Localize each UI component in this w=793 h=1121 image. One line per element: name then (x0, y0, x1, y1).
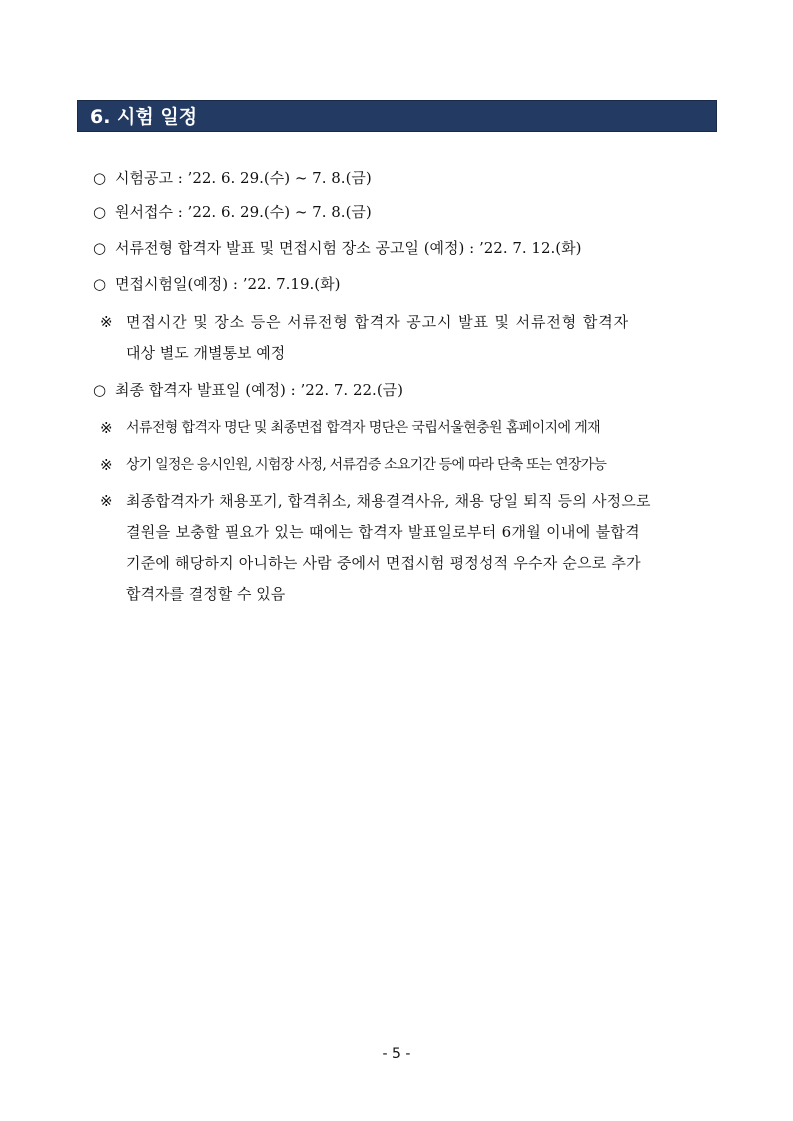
schedule-text: 면접시험일(예정) : ’22. 7.19.(화) (115, 275, 341, 293)
note-schedule-change (100, 450, 720, 481)
note-line: 서류전형 합격자 명단 및 최종면접 합격자 명단은 국립서울현충원 홈페이지에 게재 (126, 420, 601, 436)
schedule-item-document-result (93, 238, 581, 258)
note-line: 최종합격자가 채용포기, 합격취소, 채용결격사유, 채용 당일 퇴직 등의 사정으로 (126, 492, 651, 510)
note-line: 합격자를 결정할 수 있음 (126, 585, 286, 603)
note-line: 면접시간 및 장소 등은 서류전형 합격자 공고시 발표 및 서류전형 합격자 (126, 313, 629, 331)
note-interview-info (100, 307, 720, 369)
schedule-text: 서류전형 합격자 발표 및 면접시험 장소 공고일 (예정) : ’22. 7. 12.(화) (115, 239, 582, 257)
schedule-text: 시험공고 : ’22. 6. 29.(수) ~ 7. 8.(금) (115, 169, 372, 187)
reference-mark-icon: ※ (100, 492, 113, 510)
schedule-text: 최종 합격자 발표일 (예정) : ’22. 7. 22.(금) (115, 381, 404, 399)
schedule-item-final (93, 380, 403, 400)
circle-bullet-icon: ○ (93, 239, 107, 257)
section-title: 6. 시험 일정 (77, 100, 717, 132)
note-additional-pass (100, 486, 720, 610)
note-line: 결원을 보충할 필요가 있는 때에는 합격자 발표일로부터 6개월 이내에 불합격 (126, 523, 640, 541)
note-line: 상기 일정은 응시인원, 시험장 사정, 서류검증 소요기간 등에 따라 단축 또는 연장가능 (126, 457, 607, 473)
page-number: - 5 - (382, 1046, 411, 1062)
reference-mark-icon: ※ (100, 313, 113, 331)
note-line: 대상 별도 개별통보 예정 (126, 344, 286, 362)
reference-mark-icon: ※ (100, 419, 113, 437)
circle-bullet-icon: ○ (93, 203, 107, 221)
schedule-item-interview (93, 274, 340, 294)
circle-bullet-icon: ○ (93, 169, 107, 187)
schedule-item-application (93, 202, 372, 222)
schedule-item-announcement (93, 168, 372, 188)
schedule-text: 원서접수 : ’22. 6. 29.(수) ~ 7. 8.(금) (115, 203, 372, 221)
reference-mark-icon: ※ (100, 456, 113, 474)
circle-bullet-icon: ○ (93, 275, 107, 293)
note-line: 기준에 해당하지 아니하는 사람 중에서 면접시험 평정성적 우수자 순으로 추가 (126, 554, 641, 572)
circle-bullet-icon: ○ (93, 381, 107, 399)
note-posting (100, 413, 720, 444)
